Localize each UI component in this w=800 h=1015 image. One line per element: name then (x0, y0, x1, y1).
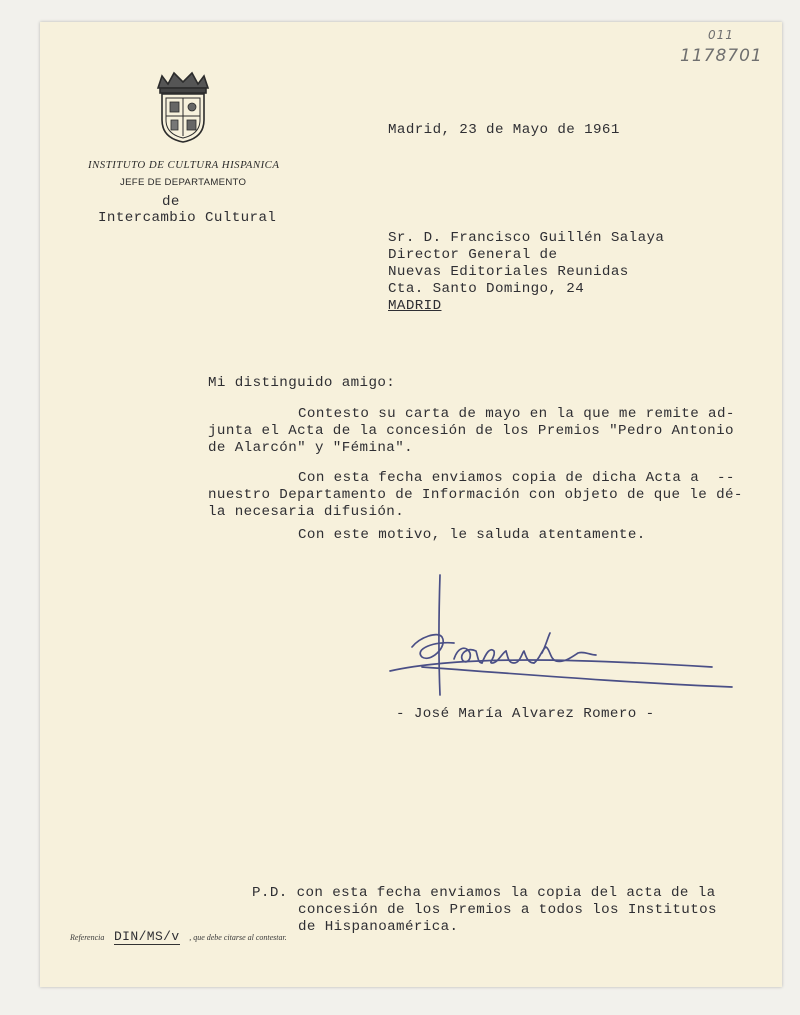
recipient-address: Cta. Santo Domingo, 24 (388, 281, 585, 297)
department-de: de (162, 194, 180, 210)
body-p2-line3: la necesaria difusión. (208, 504, 405, 520)
signature-icon (382, 567, 742, 702)
body-p2-line2: nuestro Departamento de Información con objeto de que le dé- (208, 487, 743, 503)
salutation: Mi distinguido amigo: (208, 375, 396, 391)
institution-name: INSTITUTO DE CULTURA HISPANICA (88, 159, 280, 171)
archive-code-number: 1178701 (680, 46, 763, 66)
recipient-title: Director General de (388, 247, 558, 263)
body-p1-line2: junta el Acta de la concesión de los Premios "Pedro Antonio (208, 423, 734, 439)
reference-code: DIN/MS/v (113, 929, 180, 944)
postscript-line2: concesión de los Premios a todos los Institutos (298, 902, 717, 918)
recipient-company: Nuevas Editoriales Reunidas (388, 264, 629, 280)
letter-date: Madrid, 23 de Mayo de 1961 (388, 122, 620, 138)
reference-footer (70, 927, 287, 945)
reference-label: Referencia (70, 933, 105, 942)
letter-sheet (40, 22, 782, 987)
signatory-name: - José María Alvarez Romero - (396, 706, 655, 722)
department-role: JEFE DE DEPARTAMENTO (120, 177, 247, 188)
recipient-city: MADRID (388, 298, 442, 314)
body-p2-line1: Con esta fecha enviamos copia de dicha Acta a -- (298, 470, 735, 486)
body-p1-line3: de Alarcón" y "Fémina". (208, 440, 414, 456)
recipient-name: Sr. D. Francisco Guillén Salaya (388, 230, 665, 246)
reference-note: , que debe citarse al contestar. (189, 933, 287, 942)
archive-code-top: 011 (708, 28, 734, 42)
coat-of-arms-icon (152, 70, 214, 146)
department-name: Intercambio Cultural (98, 210, 277, 226)
body-p1-line1: Contesto su carta de mayo en la que me remite ad- (298, 406, 735, 422)
postscript-line1: P.D. con esta fecha enviamos la copia del acta de la (252, 885, 716, 901)
body-closing: Con este motivo, le saluda atentamente. (298, 527, 646, 543)
postscript-line3: de Hispanoamérica. (298, 919, 459, 935)
